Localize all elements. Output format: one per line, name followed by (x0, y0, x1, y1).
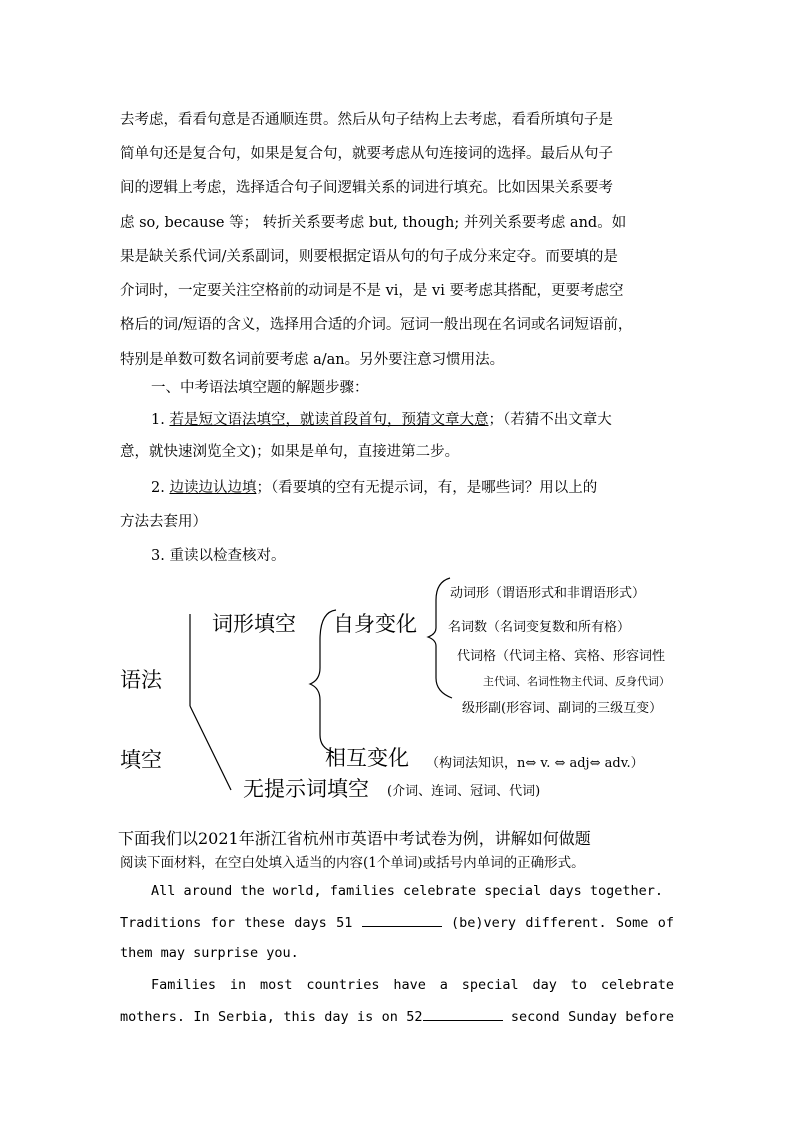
passage-line-1: All around the world, families celebrate special days together. (151, 883, 664, 899)
passage-line-5-pre: mothers. In Serbia, this day is on 52 (120, 1009, 423, 1025)
step-3-text: 重读以检查核对。 (169, 548, 286, 564)
diagram-branch-word-form: 词形填空 (212, 612, 296, 636)
intro-line-6: 介词时，一定要关注空格前的动词是不是 vi，是 vi 要考虑其搭配，更要考虑空 (120, 283, 624, 299)
intro-line-7: 格后的词/短语的含义，选择用合适的介词。冠词一般出现在名词或名词短语前， (120, 317, 633, 333)
step-1-rest: ；（若猜不出文章大 (488, 412, 612, 428)
diagram-mutual-note: （构词法知识，n⇔ v. ⇔ adj⇔ adv.） (426, 756, 644, 771)
steps-title: 一、中考语法填空题的解题步骤： (151, 380, 369, 396)
intro-line-8: 特别是单数可数名词前要考虑 a/an。另外要注意习惯用法。 (120, 352, 505, 368)
step-3-number: 3. (151, 548, 165, 564)
intro-line-2: 简单句还是复合句，如果是复合句，就要考虑从句连接词的选择。最后从句子 (120, 146, 613, 162)
diagram-branch-no-hint-note: (介词、连词、冠词、代词) (387, 784, 541, 799)
diagram-mutual-change: 相互变化 (325, 746, 409, 770)
root-diagonal-line (190, 706, 231, 790)
intro-line-1: 去考虑，看看句意是否通顺连贯。然后从句子结构上去考虑，看看所填句子是 (120, 112, 613, 128)
passage-line-3: them may surprise you. (120, 945, 299, 961)
diagram-item-noun: 名词数（名词变复数和所有格） (448, 620, 631, 635)
step-2-line-2: 方法去套用） (120, 514, 207, 530)
passage-line-4: Families in most countries have a special day to celebrate (151, 977, 674, 993)
instruction: 阅读下面材料，在空白处填入适当的内容(1个单词)或括号内单词的正确形式。 (120, 855, 585, 871)
diagram-item-degree: 级形副(形容词、副词的三级互变） (462, 701, 663, 716)
passage-line-5 (120, 1008, 674, 1025)
step-2-rest: ；（看要填的空有无提示词，有，是哪些词？用以上的 (256, 480, 598, 496)
diagram-root-top: 语法 (120, 668, 162, 692)
blank-51[interactable] (362, 914, 442, 927)
intro-line-3: 间的逻辑上考虑，选择适合句子间逻辑关系的词进行填充。比如因果关系要考 (120, 180, 613, 196)
diagram-self-change: 自身变化 (333, 612, 417, 636)
step-2-number: 2. (151, 480, 165, 496)
items-brace (428, 578, 452, 698)
diagram-item-pronoun-cont: 主代词、名词性物主代词、反身代词） (483, 675, 670, 688)
intro-line-5: 果是缺关系代词/关系副词，则要根据定语从句的句子成分来定夺。而要填的是 (120, 249, 618, 265)
step-1-line-2: 意，就快速浏览全文)；如果是单句，直接进第二步。 (120, 444, 460, 460)
step-1-number: 1. (151, 412, 165, 428)
step-2-underlined: 边读边认边填 (169, 480, 257, 496)
section-heading: 下面我们以2021年浙江省杭州市英语中考试卷为例，讲解如何做题 (118, 829, 591, 848)
passage-line-5-post: second Sunday before (510, 1009, 674, 1025)
passage-line-2 (120, 914, 674, 931)
intro-line-4: 虑 so, because 等； 转折关系要考虑 but, though; 并列关系要考虑 and。如 (120, 215, 627, 231)
blank-52[interactable] (423, 1008, 503, 1021)
passage-line-2-post: (be)very different. Some of (450, 915, 674, 931)
diagram-item-pronoun: 代词格（代词主格、宾格、形容词性 (457, 649, 666, 664)
diagram-item-verb: 动词形（谓语形式和非谓语形式） (450, 586, 646, 601)
passage-line-2-pre: Traditions for these days 51 (120, 915, 353, 931)
step-1-underlined: 若是短文语法填空，就读首段首句，预猜文章大意 (169, 412, 489, 428)
diagram-root-bottom: 填空 (120, 748, 162, 772)
diagram-branch-no-hint: 无提示词填空 (243, 777, 369, 801)
